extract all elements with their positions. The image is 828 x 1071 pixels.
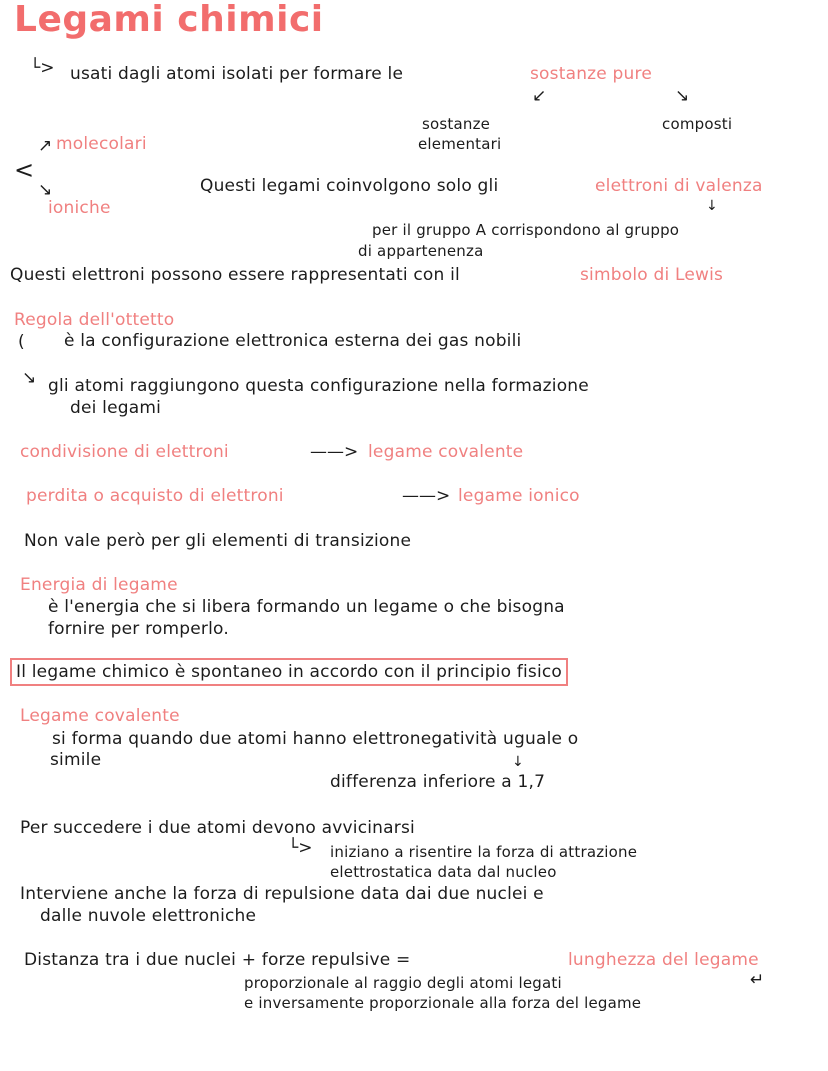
- arrow-down-right-icon: ↘: [675, 86, 690, 106]
- branch-left-icon: <: [14, 156, 35, 184]
- spontaneous-note: Il legame chimico è spontaneo in accordo con il principio fisico: [10, 658, 568, 686]
- page-title: Legami chimici: [14, 0, 324, 40]
- energy-line-1: è l'energia che si libera formando un legame o che bisogna: [48, 597, 565, 617]
- compounds-label: composti: [662, 115, 733, 133]
- octet-arrow-icon: ↘: [22, 368, 37, 388]
- octet-bracket-icon: (: [18, 332, 25, 352]
- lewis-highlight: simbolo di Lewis: [580, 265, 724, 285]
- arrow-down-icon: ↓: [512, 754, 524, 770]
- group-text-1: per il gruppo A corrispondono al gruppo: [372, 221, 680, 239]
- octet-line-3: dei legami: [70, 398, 162, 418]
- repulsion-line-1: Interviene anche la forza di repulsione data dai due nuclei e: [20, 884, 544, 904]
- attraction-line-1: iniziano a risentire la forza di attrazione: [330, 843, 638, 861]
- arrow-right-icon: ——>: [310, 442, 359, 462]
- ionic-label: ioniche: [48, 198, 111, 218]
- ionic-bond-label: legame ionico: [458, 486, 580, 506]
- arrow-right-icon: ——>: [402, 486, 451, 506]
- intro-text: usati dagli atomi isolati per formare le: [70, 64, 404, 84]
- difference-text: differenza inferiore a 1,7: [330, 772, 546, 792]
- length-text: Distanza tra i due nuclei + forze repulsive =: [24, 950, 411, 970]
- covalent-bond-label: legame covalente: [368, 442, 524, 462]
- covalent-line-1: si forma quando due atomi hanno elettronegatività uguale o: [52, 729, 579, 749]
- molecular-label: molecolari: [56, 134, 147, 154]
- repulsion-line-2: dalle nuvole elettroniche: [40, 906, 257, 926]
- length-line-2: proporzionale al raggio degli atomi legati: [244, 974, 562, 992]
- octet-line-1: è la configurazione elettronica esterna dei gas nobili: [64, 331, 522, 351]
- group-text-2: di appartenenza: [358, 242, 484, 260]
- length-highlight: lunghezza del legame: [568, 950, 759, 970]
- length-line-3: e inversamente proporzionale alla forza del legame: [244, 994, 642, 1012]
- pure-substances-label: sostanze pure: [530, 64, 652, 84]
- octet-line-2: gli atomi raggiungono questa configurazione nella formazione: [48, 376, 589, 396]
- valence-text: Questi legami coinvolgono solo gli: [200, 176, 499, 196]
- octet-heading: Regola dell'ottetto: [14, 310, 175, 330]
- covalent-heading: Legame covalente: [20, 706, 180, 726]
- branch-down-arrow-icon: ↘: [38, 180, 53, 200]
- loss-gain-text: perdita o acquisto di elettroni: [26, 486, 284, 506]
- sharing-text: condivisione di elettroni: [20, 442, 229, 462]
- elementary-label-2: elementari: [418, 135, 502, 153]
- lewis-text: Questi elettroni possono essere rappresentati con il: [10, 265, 460, 285]
- corner-arrow-icon: └>: [30, 58, 55, 78]
- approach-line-1: Per succedere i due atomi devono avvicinarsi: [20, 818, 415, 838]
- branch-up-arrow-icon: ↗: [38, 136, 53, 156]
- arrow-down-left-icon: ↙: [532, 86, 547, 106]
- arrow-down-icon: ↓: [706, 198, 718, 214]
- energy-line-2: fornire per romperlo.: [48, 619, 229, 639]
- valence-highlight: elettroni di valenza: [595, 176, 763, 196]
- covalent-line-2: simile: [50, 750, 102, 770]
- transition-note: Non vale però per gli elementi di transizione: [24, 531, 412, 551]
- return-arrow-icon: ↵: [750, 970, 765, 990]
- energy-heading: Energia di legame: [20, 575, 178, 595]
- attraction-line-2: elettrostatica data dal nucleo: [330, 863, 557, 881]
- elementary-label-1: sostanze: [422, 115, 491, 133]
- corner-arrow-icon: └>: [288, 838, 313, 858]
